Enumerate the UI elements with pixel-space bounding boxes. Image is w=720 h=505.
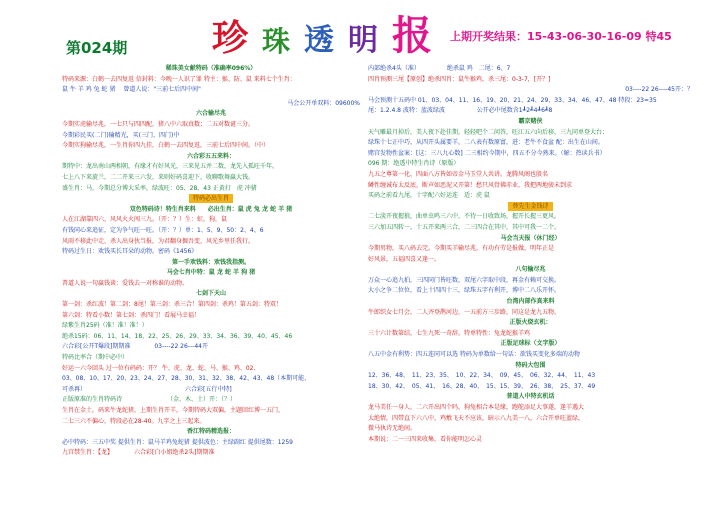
masthead-title bbox=[212, 12, 446, 59]
text-line bbox=[368, 202, 693, 213]
text-line: 尾：1.2.4.8 波特：蓝波绿波 公开必中尾数含1┹2┹4┹6┹8 bbox=[368, 107, 553, 115]
text-line: 内部绝杀4头（准） 绝杀鼠 鸡 二尾：6、7 bbox=[368, 65, 511, 72]
text-line: 八五中金有利势：四五连同可以选 特码为单数给一句话：欲钱买变化多端的动物 bbox=[368, 351, 580, 359]
text-line: 天气雕最月掉后，美人夜下赴佳期，轻轻吧个二问答，旺江五六向后移，三九同单登大台； bbox=[368, 128, 609, 136]
text-line: 盛生肖：马，今期总分博大采率，绿波旺：05、28、43 正黄打 虎 冲猪 bbox=[62, 184, 257, 192]
text-line: 微马执诗无绝间。 bbox=[368, 425, 417, 433]
text-line: 期特中：龙出南山两相朝，有缘才有好风光，三来见五并二数，龙先入孤旺千年。 bbox=[62, 163, 279, 171]
text-line: 好风景，五福四喜又逢一。 bbox=[368, 255, 441, 263]
issue-number: 第024期 bbox=[66, 39, 128, 57]
section-heading: 霸京赌侠 bbox=[518, 117, 543, 125]
text-line: 四肖预测三尾【原创】绝杀四肖：鼠牛猴鸡，杀三尾：0-3-7，[开？] bbox=[368, 75, 551, 83]
section-heading: 特码大包围 bbox=[515, 361, 546, 369]
section-heading: 台湾内部作真来料 bbox=[506, 298, 555, 306]
text-line: 风雨不移此中走，杀人出身伙当报，为君翻身掘吾变，风光乡里任我行。 bbox=[62, 237, 255, 245]
text-line: 赌宫发物性盆案：[这：三八九心数] 二三相约今期中，四五不分今熟来。（解：热读兵书） bbox=[368, 149, 606, 157]
text-line: 九五之尊第一化，四面八方皆如帝金马玉堂人共讲。龙腾风阁也殷名 bbox=[368, 170, 549, 178]
text-line: 鳞性缠诚布太反底，断声如恶泥又开第！愁只风骨佛赤业，我把两地骏未到求 bbox=[368, 181, 573, 189]
highlight-label: 特码必出生肖 bbox=[189, 194, 233, 203]
section-heading: 第一手欢钱料：欢钱我指测。 bbox=[171, 258, 250, 266]
title-char-3: 透 bbox=[304, 23, 335, 58]
text-line: 今期实狗输尽兆，一生肖你四九挂，白鹤一去四复返，三前七后四中间。（中） bbox=[62, 142, 270, 150]
section-heading: 八句输尽兆 bbox=[515, 266, 546, 274]
text-line: 马会预测十五码中 01、03、04、11、16、19、20、21、24、29、33、34、46、47、48 特段：23=35 bbox=[368, 96, 657, 104]
text-line: 二七三六不偏心，特段必在28-40。九字之上三起来。 bbox=[62, 417, 206, 425]
text-line: 可杀再） 六合彩[五行中特] bbox=[62, 385, 232, 393]
text-line: 18、30、42、 05、41、 16、28、40、 15、15、39、 26、38、 25、37、49 bbox=[368, 382, 596, 390]
text-line: 正版原准的生肖特码诗 （金、木、土）开：（？） bbox=[62, 396, 237, 404]
section-heading: 六合输尽兆 bbox=[195, 110, 226, 118]
section-heading: 六合彩五五来料： bbox=[186, 152, 235, 160]
text-line: 特码来源：白鹤一去四复返 信封料：今晚一人识了罪 特主：猴、防、鼠 来料七个生肖： bbox=[62, 75, 296, 83]
text-line: 今期男物，买八码去完。今期买羊输尽兆，有功有劳是报做，明年正是 bbox=[368, 245, 555, 253]
text-line: 万众一心追九拍，三四同门皆旺数，双尾六字取中段，再金有赖可交换。 bbox=[368, 276, 561, 284]
section-heading: 正版足球标（文字版） bbox=[500, 340, 561, 348]
section-heading: 香江特码精选报： bbox=[186, 428, 235, 436]
text-line: 必中特码：三五中奖 提供生肖：鼠马羊鸡兔蛇猪 提供波色：主绿副红 提供尾数：1259 bbox=[62, 438, 293, 446]
text-line: 七上八下来旋兰，二二开来三六发，来则好码喜迎下，收聊歌舞赢大钱。 bbox=[62, 173, 255, 181]
text-line: 三六加五四转一，十五开来两三合，二三四合在其中，其中可我一二个。 bbox=[368, 223, 561, 231]
text-line: 第六剑：特看小数！第七剑：杀四门！看展马幸福！ bbox=[62, 311, 201, 319]
text-line: 二七淡开夜握狼，曲单虫鸣三六中，不待一日收致场，握开长握三更风。 bbox=[368, 213, 561, 221]
title-char-2: 珠 bbox=[262, 25, 291, 58]
text-line: 绿珠十七正中巧，从四开头属要羊，二八表有数原富，进：老牛不食盆 配：出生在山间。 bbox=[368, 139, 604, 147]
title-char-1: 珍 bbox=[212, 17, 249, 59]
text-line: 今期实虎输尽兆，一七只与四四配，猪八中六取真数；二五对数谜三分。 bbox=[62, 120, 255, 128]
right-column bbox=[368, 64, 693, 499]
text-line: 今期彩民买(二门)输精光，买(三门、四门)中 bbox=[62, 131, 180, 139]
section-heading: 普道人中特玄机话 bbox=[506, 393, 555, 401]
text-line: 096 期：绝透中特生肖诗（原版） bbox=[368, 160, 460, 168]
text-line: 特码过生日：欢钱买长耳朵的动物。密码《1456》 bbox=[62, 248, 198, 256]
text-line: 马会公开单双料：09600% bbox=[287, 99, 360, 107]
section-heading: 稀珠美女献特码（准确率096%） bbox=[165, 65, 257, 72]
text-line: 鼠 牛 羊 鸡 兔 蛇 猪 曾道人说："三前七后四中间" bbox=[62, 86, 201, 94]
text-line: 绝杀15码：06、11、14、18、22、25、26、29、33、34、36、39、40、45、46 bbox=[62, 332, 293, 340]
text-line: 绿紫生肖25码（准！准！准！） bbox=[62, 322, 148, 330]
text-line: 生肖在金土，码来牛龙蛇猪，上期生肖开羊，今期特码大双偏，主题回红博一五门， bbox=[62, 407, 285, 414]
text-line: 买码之前看九尾，十字配六好运连 适：虎 鼠 bbox=[368, 192, 490, 200]
text-line: 有钱同心来追征，定为争气旺一旺。（开：？）单：1、5、9、50：2、4、6 bbox=[62, 226, 264, 234]
text-line: 牛郎织女七月会，二人齐登鹊河边，一五前方三步路，同这是龙九五物。 bbox=[368, 308, 561, 316]
section-heading: 马会七肖中特：鼠 龙 蛇 羊 狗 猪 bbox=[166, 269, 256, 277]
text-line: 大小之争二位位，看上十四四十三，绿珠五字有利开，博中二八乐开怀。 bbox=[368, 287, 561, 295]
text-line: 12、36、48、 11、23、35、 10、22、34、 09、45、 06、32、44、 11、43 bbox=[368, 372, 596, 380]
left-column bbox=[62, 64, 360, 499]
text-line: 人在江湖靠四六，风风火火闯三九。（开：？）生：虹，狗，鼠 bbox=[62, 216, 228, 224]
section-heading: 马会当天报（休门经） bbox=[500, 234, 561, 242]
section-heading: 七剑下天山 bbox=[195, 290, 226, 298]
text-line: 龙马美任一身人，二六开出四个吗，狗兔相合本是缘，跑舵添足大事遂，逢羊遇大 bbox=[368, 404, 585, 411]
text-line: 三十六计数第结，七生九死一奇辞。特单特性：兔龙蛇猴羊鸡 bbox=[368, 329, 531, 337]
text-line: 本期说：二一三四来收集，看你能明怎心灵 bbox=[368, 435, 483, 443]
highlight-label: 替先生金钱诗 bbox=[508, 202, 552, 211]
section-heading: 双色特码诗！特生肖来料 必出生肖：鼠 虎 兔 龙 蛇 羊 猪 bbox=[129, 205, 293, 213]
text-line: 03----22 26----45开：？ bbox=[625, 86, 693, 94]
last-draw-results: 上期开奖结果：15-43-06-30-16-09 特45 bbox=[450, 30, 672, 43]
title-char-5: 报 bbox=[392, 12, 433, 59]
text-line: 第一剑：杀红波！第二剑：8尾！第三剑：杀三合！第四剑：杀鸡！第五剑：特双！ bbox=[62, 301, 282, 309]
title-char-4: 明 bbox=[348, 23, 379, 58]
section-heading: 正版火烧玄机： bbox=[509, 319, 552, 327]
text-line: 03、08、10、17、20、23、24、27、28、30、31、32、38、42、43、48（本期可能、 bbox=[62, 375, 311, 383]
text-line: 特码比率合（期中必中） bbox=[62, 354, 129, 362]
text-line bbox=[62, 194, 360, 205]
text-line: 好运一六今回头 过一位有码码：开？ 牛、虎、龙、蛇、马、猴、鸡、02、 bbox=[62, 364, 260, 372]
text-line: 普道人说一句赢钱谈：爱钱去一对称谁的动物。 bbox=[62, 279, 189, 287]
text-line: 太绝情，四带直下六八中，鸡敷飞天不应该，暗示八九美一八，六合开单旺蓝绿， bbox=[368, 414, 585, 422]
text-line: 六合彩[公开T爆段]期期准 03----22 26---44开 bbox=[62, 343, 208, 351]
text-line: 九宫禁生肖：【龙】 六合彩[白小姐绝杀2头]期期准 bbox=[62, 449, 215, 457]
